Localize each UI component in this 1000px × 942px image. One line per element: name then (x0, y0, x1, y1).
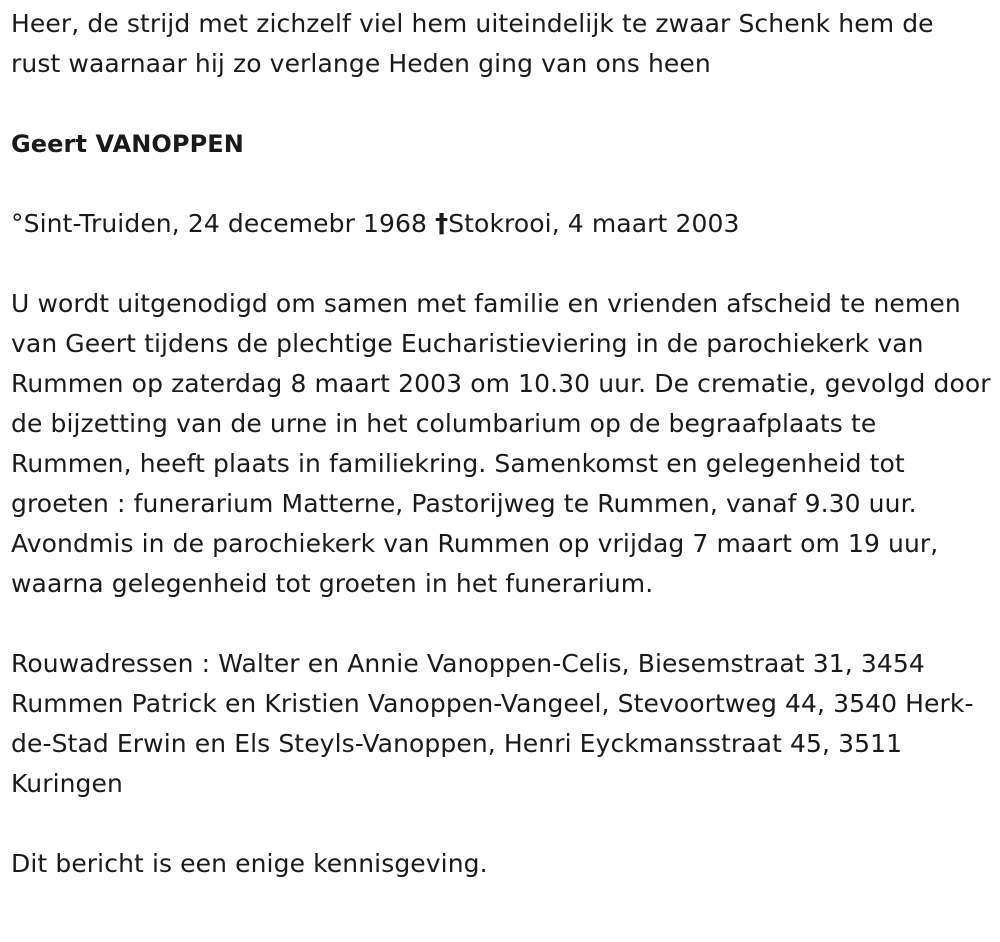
death-info: Stokrooi, 4 maart 2003 (448, 209, 740, 238)
intro-text: Heer, de strijd met zichzelf viel hem uiteindelijk te zwaar Schenk hem de rust waarnaar hij zo verlange Heden ging van ons heen (11, 9, 934, 78)
invitation-text: U wordt uitgenodigd om samen met familie en vrienden afscheid te nemen van Geert tijdens de plechtige Eucharistieviering in de parochiekerk van Rummen op zaterdag 8 maart 2003 om 10.30 uur. De crematie, gevolgd door de bijzetting van de urne in het columbarium op de begraafplaats te Rummen, heeft plaats in familiekring. Samenkomst en gelegenheid tot groeten : funerarium Matterne, Pastorijweg te Rummen, vanaf 9.30 uur. Avondmis in de parochiekerk van Rummen op vrijdag 7 maart om 19 uur, waarna gelegenheid tot groeten in het funerarium. (11, 289, 991, 598)
birth-info: °Sint-Truiden, 24 decemebr 1968 (11, 209, 428, 238)
deceased-name: Geert VANOPPEN (11, 130, 244, 158)
spacer (11, 804, 991, 844)
mourning-addresses: Rouwadressen : Walter en Annie Vanoppen-Celis, Biesemstraat 31, 3454 Rummen Patrick en Kristien Vanoppen-Vangeel, Stevoortweg 44, 3540 Herk-de-Stad Erwin en Els Steyls-Vanoppen, Henri Eyckmansstraat 45, 3511 Kuringen (11, 649, 974, 798)
spacer (11, 164, 991, 204)
spacer (11, 244, 991, 284)
obituary-notice (11, 4, 991, 884)
spacer (11, 604, 991, 644)
closing-text: Dit bericht is een enige kennisgeving. (11, 849, 488, 878)
spacer (11, 84, 991, 124)
life-dates (11, 204, 991, 244)
cross-icon: † (435, 209, 449, 239)
